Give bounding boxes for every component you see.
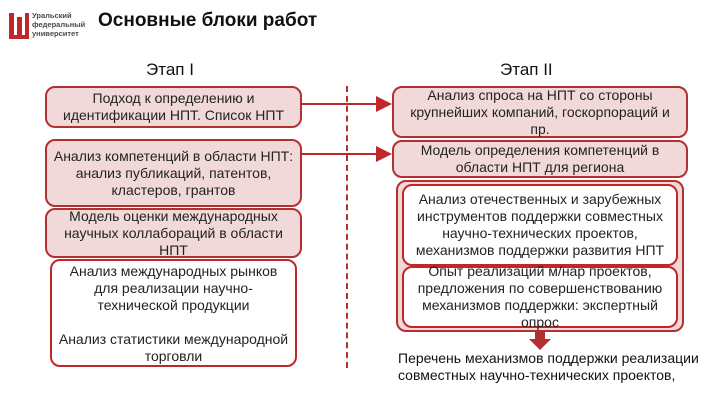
logo-line-2: федеральный bbox=[32, 20, 86, 29]
stage-1-block-1-text: Подход к определению и идентификации НПТ. Список НПТ bbox=[63, 90, 284, 123]
result-text: Перечень механизмов поддержки реализации совместных научно-технических проектов, bbox=[398, 350, 699, 383]
slide-title: Основные блоки работ bbox=[98, 10, 318, 31]
stage-1-label: Этап I bbox=[146, 60, 194, 79]
stage-1-block-4-text: Анализ международных рынков для реализации научно-технической продукции Анализ статистики международной торговли bbox=[58, 263, 289, 364]
stage-2-block-3 bbox=[402, 184, 678, 266]
urfu-logo-icon bbox=[8, 12, 30, 40]
stage-1-block-3 bbox=[45, 208, 302, 258]
down-arrow-icon bbox=[529, 330, 551, 350]
stage-2-block-1 bbox=[392, 86, 688, 138]
stage-2-block-2 bbox=[392, 140, 688, 178]
stage-1-block-2 bbox=[45, 139, 302, 207]
stage-2-block-4 bbox=[402, 263, 678, 330]
stage-1-block-2-text: Анализ компетенций в области НПТ: анализ публикаций, патентов, кластеров, грантов bbox=[53, 147, 294, 198]
logo-line-3: университет bbox=[32, 29, 79, 38]
university-logo bbox=[8, 10, 98, 44]
stage-2-label: Этап II bbox=[500, 60, 553, 79]
stage-1-block-4 bbox=[50, 259, 297, 367]
stage-1-block-1 bbox=[45, 86, 302, 128]
logo-text bbox=[32, 11, 85, 38]
flow-arrows bbox=[302, 90, 394, 170]
stage-2-block-1-text: Анализ спроса на НПТ со стороны крупнейших компаний, госкорпораций и пр. bbox=[410, 86, 670, 137]
stage-1-block-3-text: Модель оценки международных научных коллабораций в области НПТ bbox=[64, 207, 283, 258]
logo-line-1: Уральский bbox=[32, 11, 72, 20]
stage-2-block-3-text: Анализ отечественных и зарубежных инструментов поддержки совместных научно-технических проектов, механизмов поддержки развития НПТ bbox=[415, 191, 665, 258]
stage-2-block-2-text: Модель определения компетенций в области НПТ для региона bbox=[420, 142, 660, 175]
stage-2-block-4-text: Опыт реализаций м/нар проектов, предложения по совершенствованию механизмов поддержки: экспертный опрос bbox=[417, 263, 663, 330]
